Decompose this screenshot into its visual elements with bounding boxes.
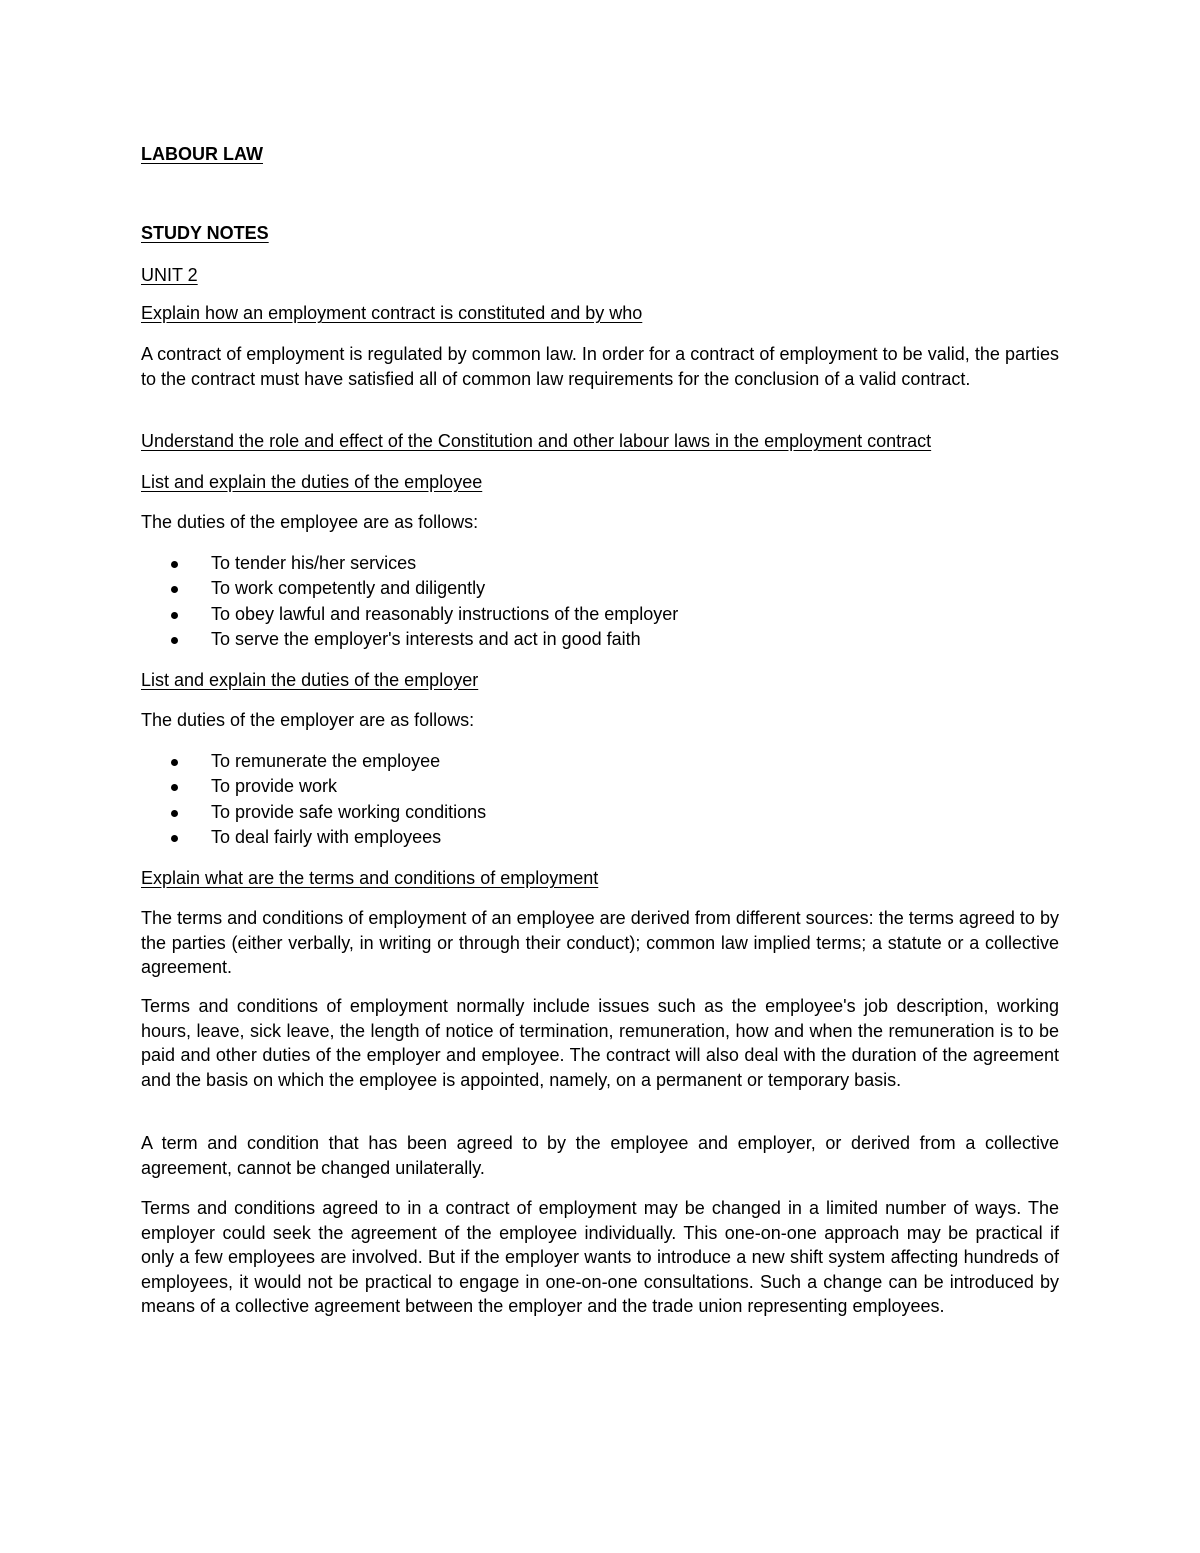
document-title: LABOUR LAW: [141, 144, 263, 164]
list-item: To obey lawful and reasonably instructions of the employer: [141, 602, 1041, 627]
bullet-icon: [171, 561, 178, 568]
list-item: To serve the employer's interests and act in good faith: [141, 627, 1041, 652]
document-subtitle: STUDY NOTES: [141, 223, 269, 243]
unit-label: UNIT 2: [141, 265, 198, 285]
employer-duties-list: [141, 749, 1041, 850]
list-item: To tender his/her services: [141, 551, 1041, 576]
bullet-icon: [171, 810, 178, 817]
bullet-icon: [171, 759, 178, 766]
list-item: To deal fairly with employees: [141, 825, 1041, 850]
list-item: To remunerate the employee: [141, 749, 1041, 774]
bullet-icon: [171, 612, 178, 619]
terms-paragraph-changes: Terms and conditions agreed to in a contract of employment may be changed in a limited number of ways. The employer could seek the agreement of the employee individually. This one-on-one approach may be practical if only a few employees are involved. But if the employer wants to introduce a new shift system affecting hundreds of employees, it would not be practical to engage in one-on-one consultations. Such a change can be introduced by means of a collective agreement between the employer and the trade union representing employees.: [141, 1198, 1059, 1316]
terms-paragraph-sources: The terms and conditions of employment of an employee are derived from different sources: the terms agreed to by the parties (either verbally, in writing or through their conduct); common law implied terms; a statute or a collective agreement.: [141, 908, 1059, 977]
terms-paragraph-unilateral: A term and condition that has been agreed to by the employee and employer, or derived from a collective agreement, cannot be changed unilaterally.: [141, 1133, 1059, 1178]
employee-duties-list: [141, 551, 1041, 652]
employer-duties-intro: The duties of the employer are as follows:: [141, 710, 475, 730]
list-item: To work competently and diligently: [141, 576, 1041, 601]
bullet-icon: [171, 784, 178, 791]
section-heading-employee-duties: List and explain the duties of the employee: [141, 472, 483, 492]
list-item: To provide work: [141, 774, 1041, 799]
employee-duties-intro: The duties of the employee are as follows:: [141, 512, 479, 532]
list-item: To provide safe working conditions: [141, 800, 1041, 825]
contract-paragraph: A contract of employment is regulated by common law. In order for a contract of employment to be valid, the parties to the contract must have satisfied all of common law requirements for the conclusion of a valid contract.: [141, 344, 1059, 389]
bullet-icon: [171, 637, 178, 644]
bullet-icon: [171, 835, 178, 842]
bullet-icon: [171, 586, 178, 593]
section-heading-contract: Explain how an employment contract is constituted and by who: [141, 303, 643, 323]
terms-paragraph-contents: Terms and conditions of employment normally include issues such as the employee's job description, working hours, leave, sick leave, the length of notice of termination, remuneration, how and when the remuneration is to be paid and other duties of the employer and employee. The contract will also deal with the duration of the agreement and the basis on which the employee is appointed, namely, on a permanent or temporary basis.: [141, 996, 1059, 1090]
section-heading-terms: Explain what are the terms and conditions of employment: [141, 868, 599, 888]
section-heading-constitution: Understand the role and effect of the Constitution and other labour laws in the employment contract: [141, 431, 932, 451]
section-heading-employer-duties: List and explain the duties of the employer: [141, 670, 479, 690]
